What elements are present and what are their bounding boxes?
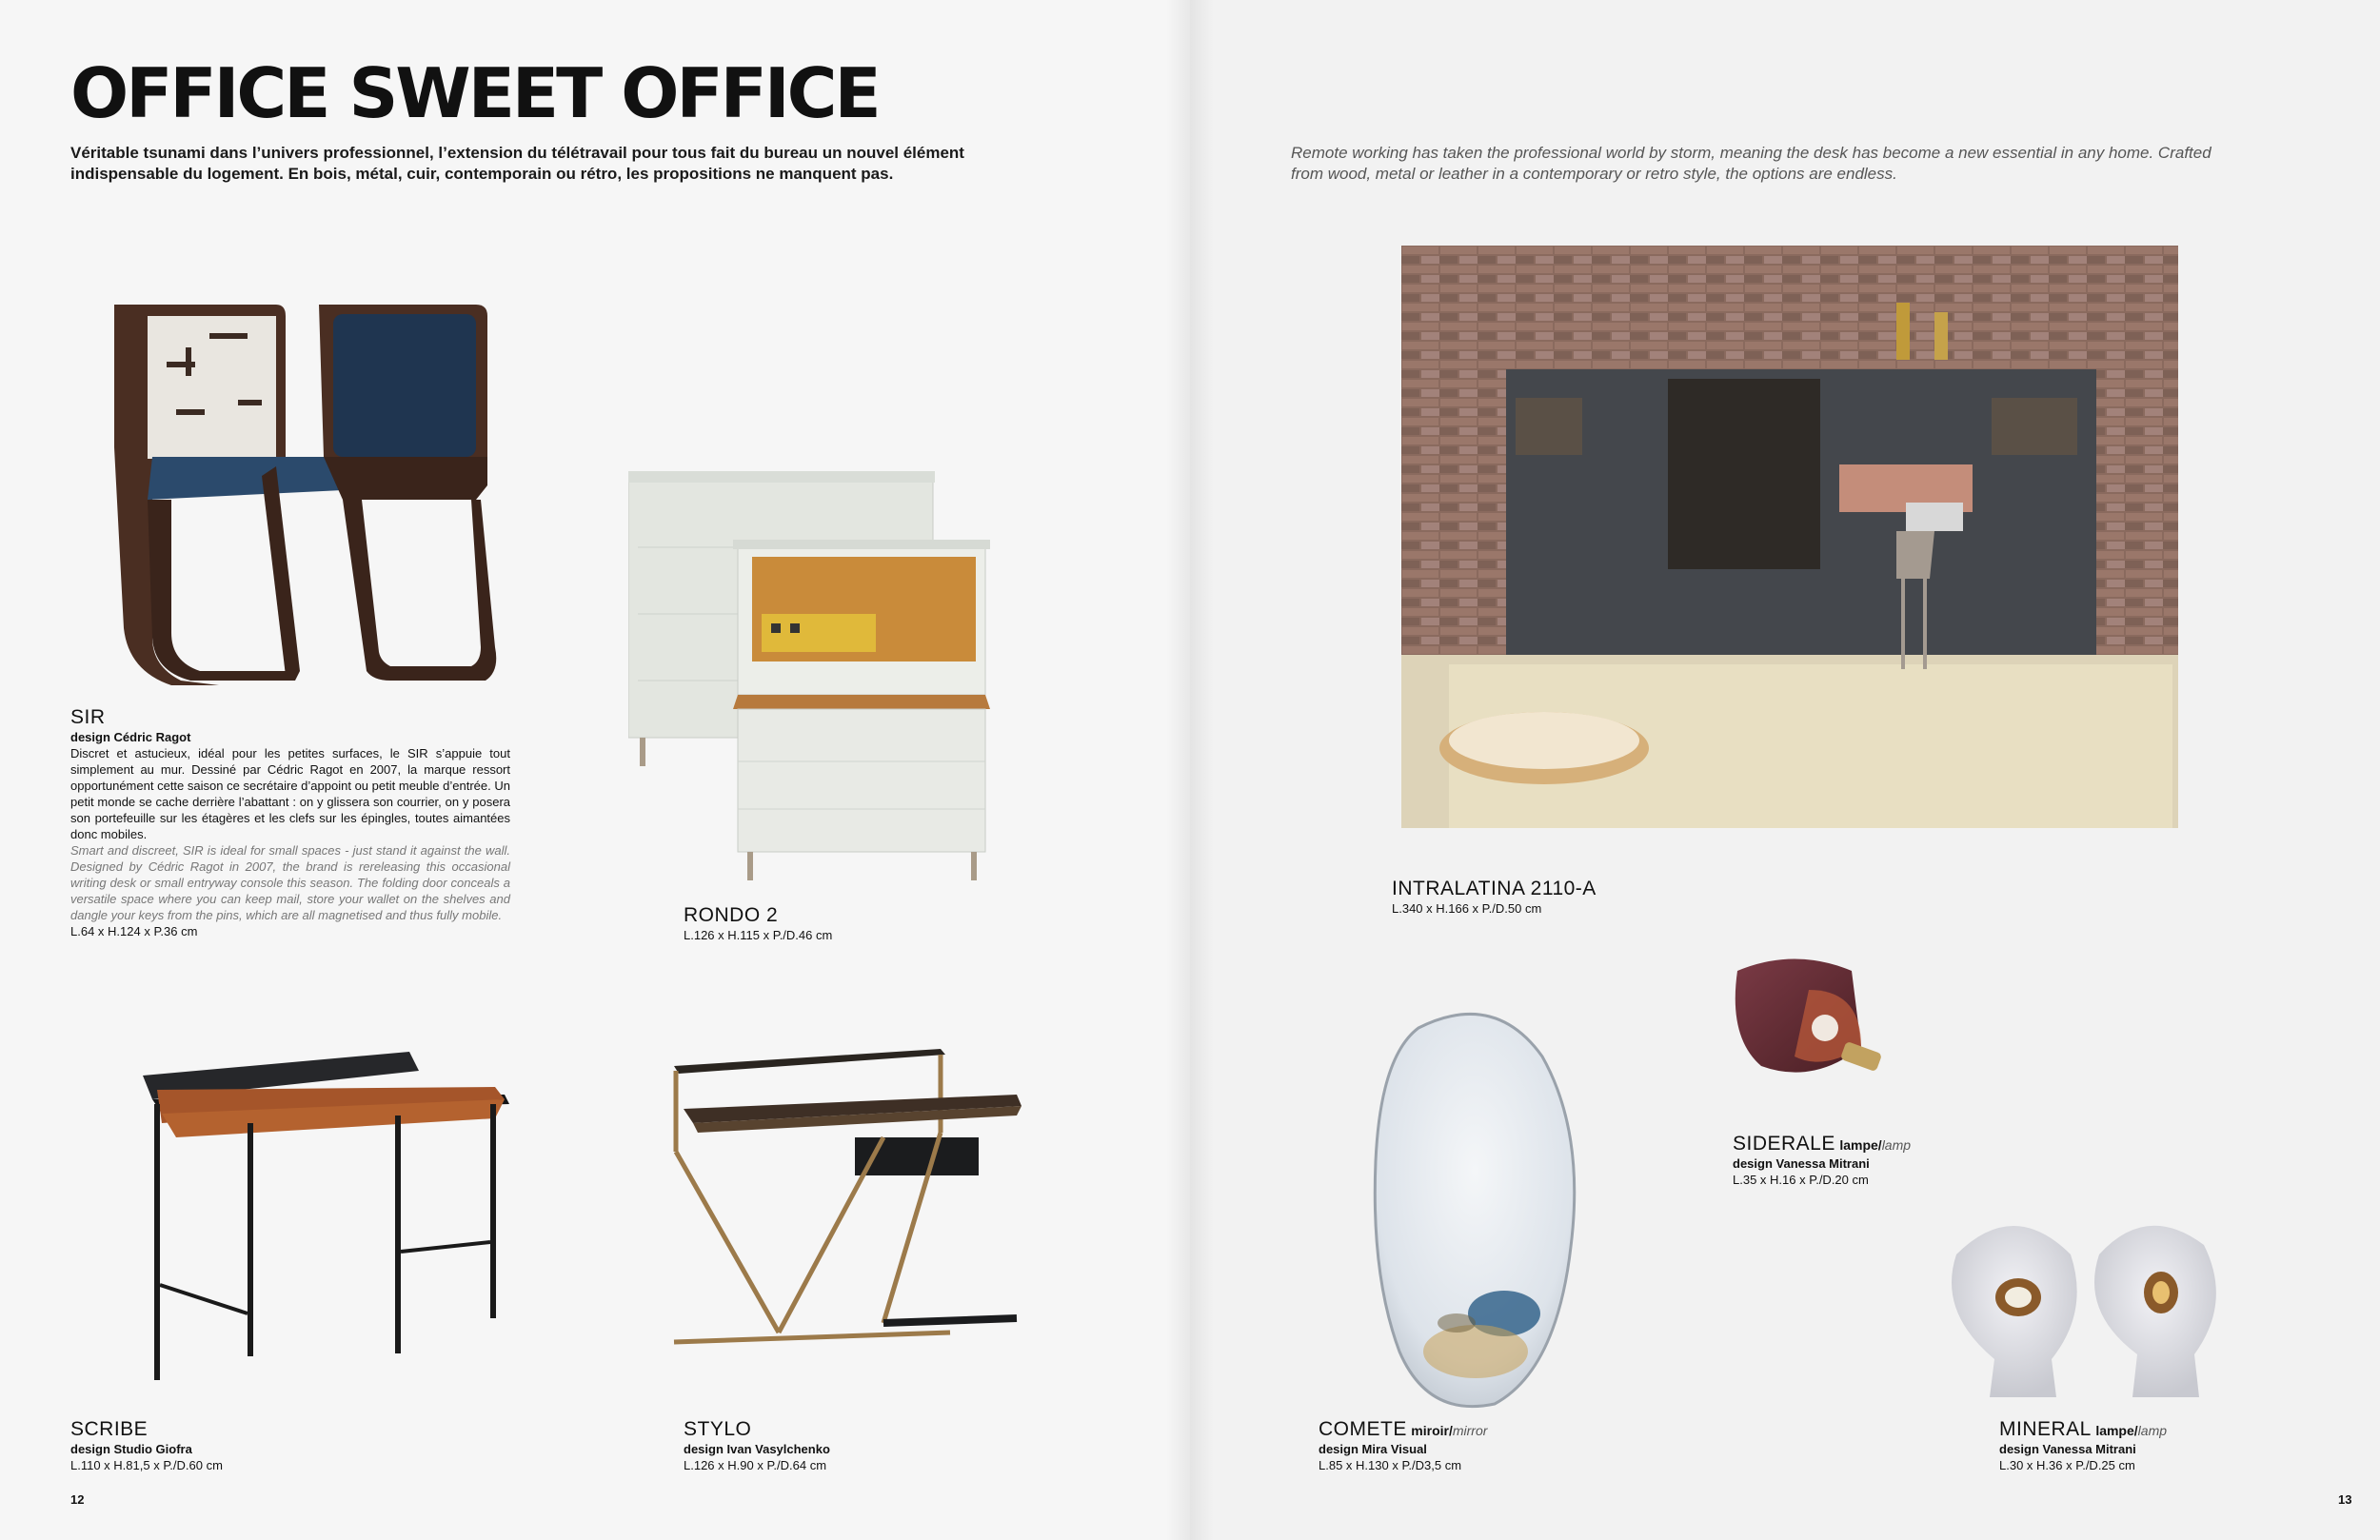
sir-desk-image xyxy=(95,295,514,695)
product-intralatina xyxy=(1392,878,1597,918)
intro-french: Véritable tsunami dans l’univers professionnel, l’extension du télétravail pour tous fait du bureau un nouvel élément indispensable du logement. En bois, métal, cuir, contemporain ou rétro, les propositions ne manquent pas. xyxy=(70,144,964,183)
product-type-fr: lampe/ xyxy=(1839,1137,1882,1153)
page-number-right: 13 xyxy=(2338,1492,2352,1507)
product-name: MINERAL xyxy=(1999,1418,2092,1440)
product-name: SCRIBE xyxy=(70,1418,149,1440)
product-description-en: Smart and discreet, SIR is ideal for small spaces - just stand it against the wall. Designed by Cédric Ragot in 2007, the brand is rereleasing this occasional writing desk or small entryway console this season. The folding door conceals a versatile space where you can keep mail, store your wallet on the shelves and dangle your keys from the pins, which are all magnetised and thus fully mobile. xyxy=(70,843,510,922)
stylo-desk-image xyxy=(655,1047,1036,1371)
mineral-lamps-image xyxy=(1937,1197,2242,1407)
product-dimensions: L.110 x H.81,5 x P./D.60 cm xyxy=(70,1458,223,1472)
product-dimensions: L.340 x H.166 x P./D.50 cm xyxy=(1392,901,1542,916)
product-rondo xyxy=(684,904,832,944)
product-description-fr: Discret et astucieux, idéal pour les petites surfaces, le SIR s’appuie tout simplement au mur. Dessiné par Cédric Ragot en 2007, la marque ressort opportunément cette saison ce secrétaire d’appoint ou petit meuble d’entrée. Un petit monde se cache derrière l’abattant : on y glissera son courrier, on y posera son portefeuille sur les étagères et les clefs sur les épingles, toutes aimantées donc mobiles. xyxy=(70,746,510,841)
product-designer: design Vanessa Mitrani xyxy=(1733,1156,1870,1171)
product-name: SIDERALE xyxy=(1733,1133,1835,1155)
siderale-lamp-image xyxy=(1718,952,1909,1095)
product-type-en: lamp xyxy=(2137,1423,2168,1438)
intralatina-photo xyxy=(1401,246,2178,828)
product-designer: design Cédric Ragot xyxy=(70,730,191,744)
product-scribe xyxy=(70,1418,223,1474)
product-designer: design Vanessa Mitrani xyxy=(1999,1442,2136,1456)
product-dimensions: L.64 x H.124 x P.36 cm xyxy=(70,924,198,938)
product-designer: design Mira Visual xyxy=(1319,1442,1427,1456)
product-name: STYLO xyxy=(684,1418,752,1440)
product-type xyxy=(1411,1423,1487,1438)
product-type xyxy=(1839,1137,1911,1153)
product-name: INTRALATINA 2110-A xyxy=(1392,878,1597,899)
product-name: RONDO 2 xyxy=(684,904,779,926)
product-dimensions: L.35 x H.16 x P./D.20 cm xyxy=(1733,1173,1869,1187)
product-type-fr: miroir/ xyxy=(1411,1423,1453,1438)
product-sir xyxy=(70,706,510,940)
product-type-en: mirror xyxy=(1452,1423,1488,1438)
product-name: SIR xyxy=(70,706,106,728)
product-dimensions: L.30 x H.36 x P./D.25 cm xyxy=(1999,1458,2135,1472)
product-dimensions: L.85 x H.130 x P./D3,5 cm xyxy=(1319,1458,1462,1472)
comete-mirror-image xyxy=(1361,999,1590,1409)
page-number-left: 12 xyxy=(70,1492,85,1507)
product-siderale xyxy=(1733,1133,1911,1189)
intro-english: Remote working has taken the professional world by storm, meaning the desk has become a new essential in any home. Crafted from wood, metal or leather in a contemporary or retro style, the options are endless. xyxy=(1291,144,2211,183)
product-dimensions: L.126 x H.90 x P./D.64 cm xyxy=(684,1458,827,1472)
product-stylo xyxy=(684,1418,830,1474)
product-type-en: lamp xyxy=(1881,1137,1912,1153)
product-designer: design Studio Giofra xyxy=(70,1442,192,1456)
page-gutter xyxy=(1166,0,1214,1540)
product-type xyxy=(2095,1423,2167,1438)
page-title: OFFICE SWEET OFFICE xyxy=(70,53,879,133)
product-dimensions: L.126 x H.115 x P./D.46 cm xyxy=(684,928,833,942)
product-designer: design Ivan Vasylchenko xyxy=(684,1442,830,1456)
product-type-fr: lampe/ xyxy=(2095,1423,2138,1438)
scribe-desk-image xyxy=(133,1047,514,1390)
product-name: COMETE xyxy=(1319,1418,1407,1440)
rondo-cabinet-image xyxy=(628,471,1076,880)
product-mineral xyxy=(1999,1418,2167,1474)
product-comete xyxy=(1319,1418,1487,1474)
